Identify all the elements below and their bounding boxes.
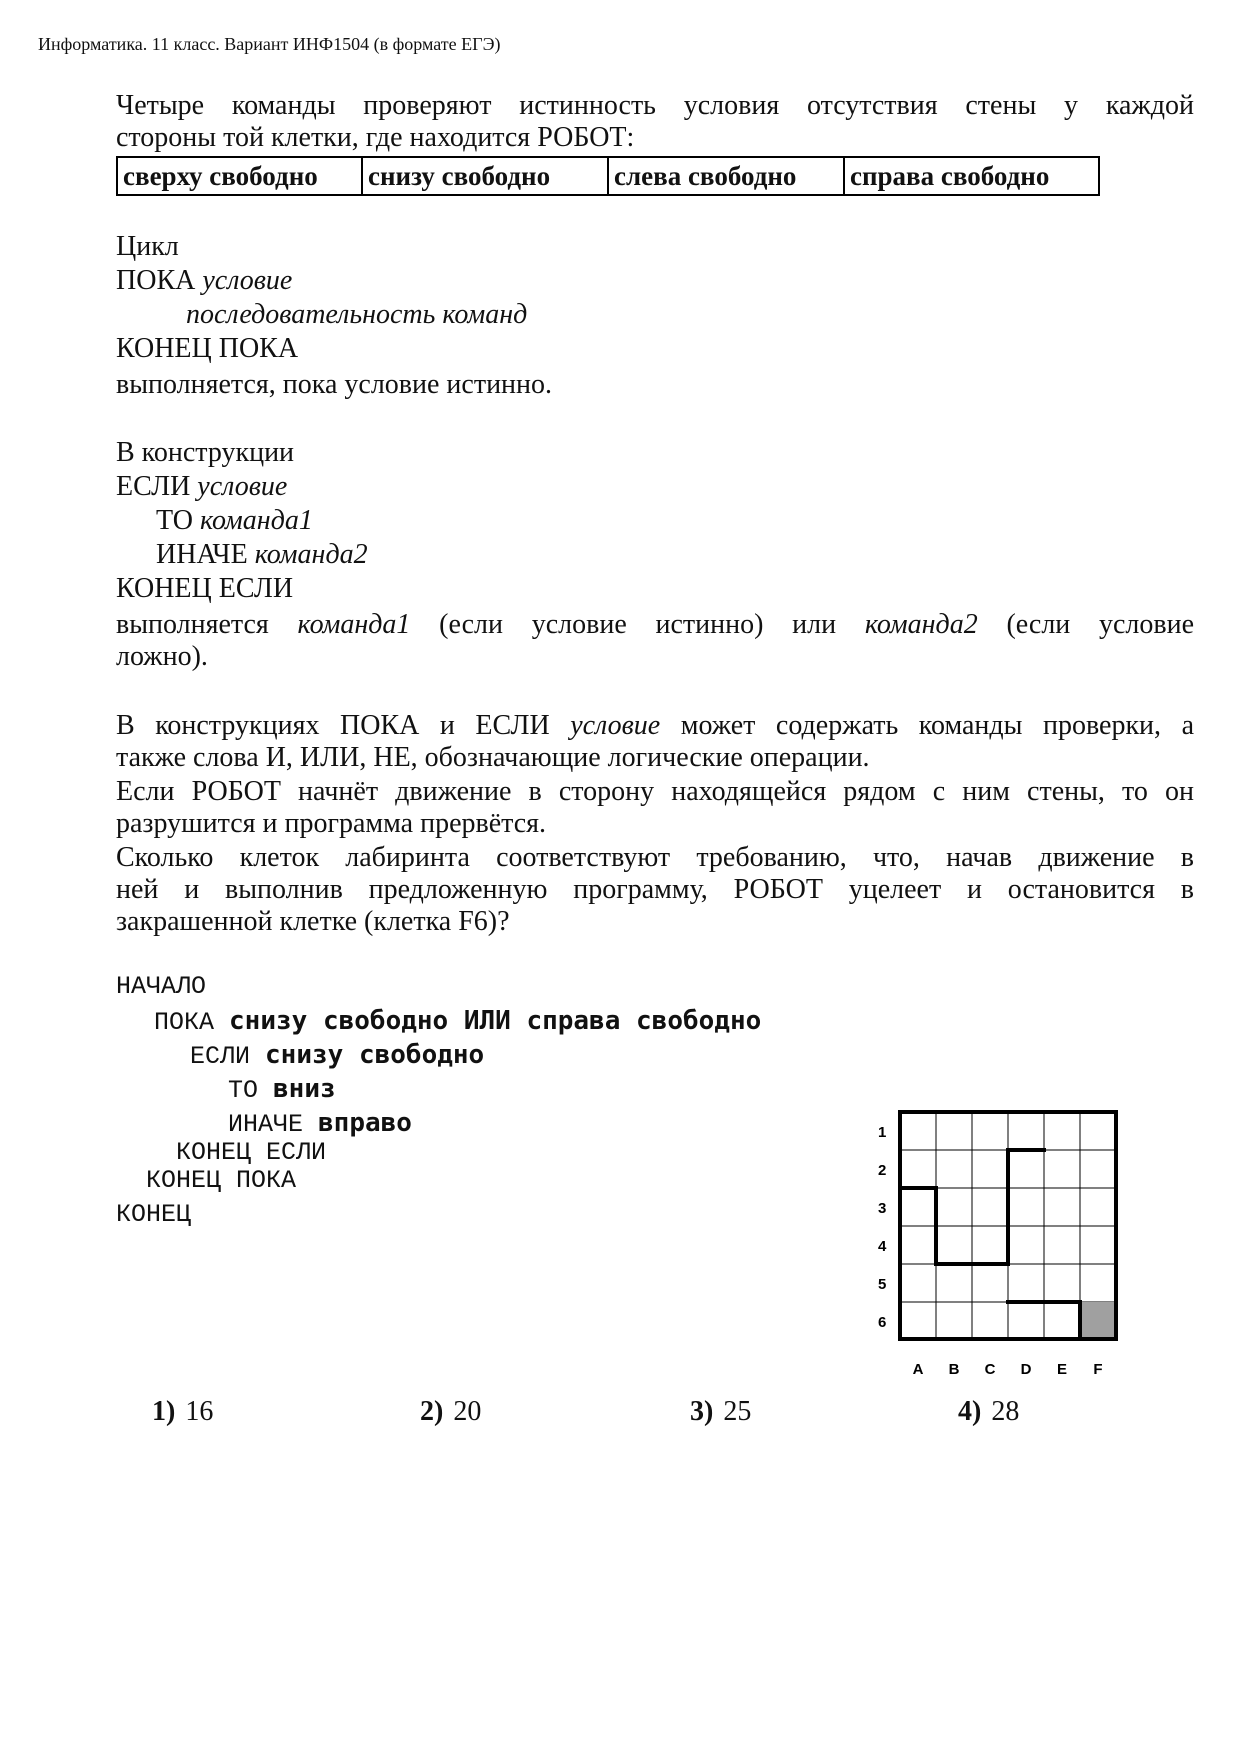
answer-number: 3) (690, 1396, 714, 1427)
branch-desc-cmd1: команда1 (297, 609, 411, 640)
paragraph-3-line-3: закрашенной клетке (клетка F6)? (116, 906, 510, 937)
loop-title: Цикл (116, 231, 179, 262)
maze-target-cell-f6 (1080, 1302, 1116, 1339)
paragraph-3-line-2: ней и выполнив предложенную программу, РОБОТ уцелеет и остановится в (116, 874, 1194, 905)
loop-sequence: последовательность команд (186, 299, 528, 330)
answer-value: 25 (723, 1396, 752, 1427)
maze-grid (878, 1100, 1180, 1390)
maze-walls (900, 1150, 1080, 1339)
paragraph-2-line-2: разрушится и программа прервётся. (116, 808, 547, 839)
loop-description: выполняется, пока условие истинно. (116, 369, 553, 400)
branch-description-line-2: ложно). (116, 641, 208, 672)
check-command-top: сверху свободно (118, 158, 363, 194)
maze-row-labels (878, 1124, 887, 1331)
maze-col-label: E (1056, 1361, 1068, 1378)
program-then-line (228, 1074, 336, 1105)
paragraph-text: В конструкциях ПОКА и ЕСЛИ (116, 710, 550, 741)
paragraph-1-line-2: также слова И, ИЛИ, НЕ, обозначающие логические операции. (116, 742, 870, 773)
maze-col-label: B (948, 1361, 960, 1378)
maze-col-label: F (1093, 1361, 1103, 1378)
program-if-line (190, 1040, 484, 1071)
maze-row-label: 5 (878, 1276, 887, 1293)
branch-command-2: команда2 (254, 539, 368, 570)
paragraph-2-line-1: Если РОБОТ начнёт движение в сторону находящейся рядом с ним стены, то он (116, 776, 1194, 807)
paragraph-3-line-1: Сколько клеток лабиринта соответствуют требованию, что, начав движение в (116, 842, 1194, 873)
program-begin: НАЧАЛО (116, 972, 207, 1001)
program-if-keyword: ЕСЛИ (190, 1042, 251, 1071)
paragraph-text: может содержать команды проверки, а (680, 710, 1194, 741)
maze-row-label: 3 (878, 1200, 887, 1217)
loop-end: КОНЕЦ ПОКА (116, 333, 299, 364)
program-while-keyword: ПОКА (154, 1008, 215, 1037)
branch-then-keyword: ТО (156, 505, 193, 536)
maze-row-label: 2 (878, 1162, 887, 1179)
check-commands-table (116, 156, 1100, 196)
program-then-command: вниз (273, 1074, 336, 1104)
program-if-condition: снизу свободно (265, 1040, 485, 1070)
answer-value: 28 (991, 1396, 1020, 1427)
program-then-keyword: ТО (228, 1076, 259, 1105)
program-end-while: КОНЕЦ ПОКА (146, 1166, 297, 1195)
program-while-line (154, 1006, 761, 1037)
intro-line-1: Четыре команды проверяют истинность условия отсутствия стены у каждой (116, 90, 1194, 121)
check-command-left: слева свободно (609, 158, 845, 194)
maze-row-label: 1 (878, 1124, 887, 1141)
branch-desc-cmd2: команда2 (864, 609, 978, 640)
loop-while-line (116, 265, 292, 297)
answer-option-1[interactable] (152, 1396, 213, 1428)
branch-else-keyword: ИНАЧЕ (156, 539, 248, 570)
intro-line-2: стороны той клетки, где находится РОБОТ: (116, 122, 635, 153)
answer-option-2[interactable] (420, 1396, 481, 1428)
branch-desc-part: (если условие истинно) или (439, 609, 837, 640)
program-end-if: КОНЕЦ ЕСЛИ (176, 1138, 327, 1167)
answer-value: 16 (185, 1396, 214, 1427)
branch-else-line (156, 539, 368, 571)
program-while-condition: снизу свободно ИЛИ справа свободно (229, 1006, 762, 1036)
program-else-line (228, 1108, 412, 1139)
branch-end: КОНЕЦ ЕСЛИ (116, 573, 294, 604)
branch-if-line (116, 471, 287, 503)
branch-command-1: команда1 (199, 505, 313, 536)
page-header: Информатика. 11 класс. Вариант ИНФ1504 (в формате ЕГЭ) (38, 34, 501, 54)
check-command-right: справа свободно (850, 161, 1050, 191)
branch-title: В конструкции (116, 437, 295, 468)
program-end: КОНЕЦ (116, 1200, 192, 1229)
maze-row-label: 4 (878, 1238, 887, 1255)
maze-col-label: C (984, 1361, 996, 1378)
answer-number: 2) (420, 1396, 444, 1427)
branch-if-keyword: ЕСЛИ (116, 471, 191, 502)
loop-condition: условие (202, 265, 293, 296)
maze-col-labels (913, 1361, 1103, 1378)
branch-condition: условие (197, 471, 288, 502)
branch-description-line-1 (116, 609, 1194, 641)
maze-col-label: D (1020, 1361, 1032, 1378)
maze-col-label: A (912, 1361, 924, 1378)
paragraph-1-line-1 (116, 710, 1194, 742)
program-else-keyword: ИНАЧЕ (228, 1110, 304, 1139)
check-command-bottom: снизу свободно (363, 158, 609, 194)
branch-desc-part: выполняется (116, 609, 269, 640)
loop-while-keyword: ПОКА (116, 265, 196, 296)
answer-option-4[interactable] (958, 1396, 1019, 1428)
program-else-command: вправо (318, 1108, 412, 1138)
answer-option-3[interactable] (690, 1396, 751, 1428)
answer-value: 20 (453, 1396, 482, 1427)
answer-number: 4) (958, 1396, 982, 1427)
answer-number: 1) (152, 1396, 176, 1427)
branch-then-line (156, 505, 313, 537)
maze-row-label: 6 (878, 1314, 887, 1331)
paragraph-condition-word: условие (570, 710, 661, 741)
branch-desc-part: (если условие (1006, 609, 1195, 640)
